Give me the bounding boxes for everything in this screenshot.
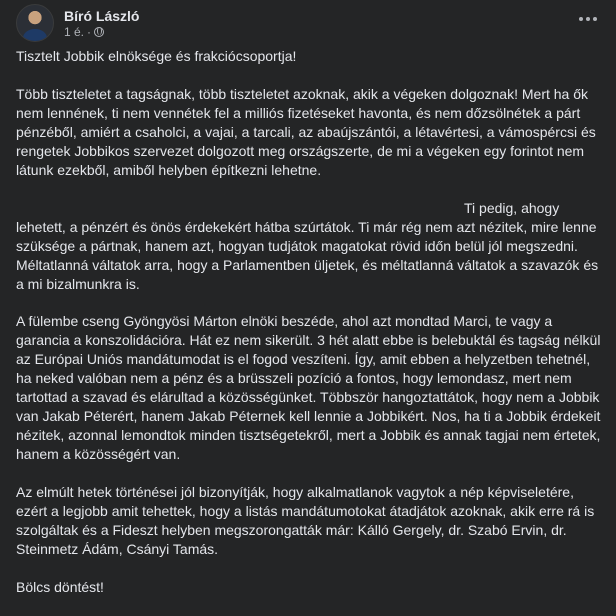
post-paragraph-fragment: Ti pedig, ahogy [464, 200, 560, 216]
post-paragraph: Bölcs döntést! [16, 579, 104, 595]
post-body [16, 47, 606, 616]
post-header [16, 6, 139, 40]
post-meta [64, 7, 139, 40]
post-timestamp [64, 25, 139, 40]
author-name[interactable]: Bíró László [64, 7, 140, 24]
post-paragraph: Több tiszteletet a tagságnak, több tiszteletet azoknak, akik a végeken dolgoznak! Mert ha ők nem lennének, ti nem vennétek fel a milliós fizetéseket havonta, és nem dőzsölnétek a párt pénzéből, amiért a csaholci, a vajai, a tarcali, az abaújszántói, a létavértesi, a vámospércsi és rengetek Jobbikos szervezet dolgozott meg országszerte, de mi a végeken egy forintot nem látunk ezekből, amiből helyben építkezni lehetne. [16, 86, 596, 178]
more-options-icon[interactable] [576, 10, 600, 28]
author-avatar[interactable] [16, 4, 54, 42]
globe-icon [94, 27, 104, 37]
post-paragraph: A fülembe cseng Gyöngyösi Márton elnöki beszéde, ahol azt mondtad Marci, te vagy a garancia a konszolidációra. Hát ez nem sikerült. 3 hét alatt ebbe is belebuktál és tagság nélkül az Európai Uniós mandátumodat is el fogod veszíteni. Így, amit ebben a helyzetben tehetnél, ha neked valóban nem a pénz és a brüsszeli pozíció a fontos, hogy lemondasz, mert nem tartottad a szavad és elárultad a közösségünket. Többször hangoztattátok, hogy nem a Jobbik van Jakab Péterért, hanem Jakab Péternek kell lennie a Jobbikért. Nos, ha ti a Jobbik érdekeit nézitek, azonnal lemondtok minden tisztségetekről, mert a Jobbik és annak tagjai nem értetek, hanem a közösségért van. [16, 313, 601, 462]
post-paragraph: Tisztelt Jobbik elnöksége és frakciócsoportja! [16, 48, 297, 64]
post-time[interactable]: 1 é. [64, 24, 85, 39]
post-paragraph-text: lehetett, a pénzért és önös érdekekért hátba szúrtátok. Ti már rég nem azt nézitek, mire lenne szüksége a pártnak, hanem azt, hogyan tudjátok magatokat rövid időn belül jól megszedni. Méltatlanná váltatok arra, hogy a Parlamentben üljetek, és méltatlanná váltatok a szavazók és a mi bizalmunkra is. [16, 219, 599, 292]
separator-dot: · [87, 24, 92, 39]
post-paragraph [16, 199, 606, 294]
post-paragraph: Az elmúlt hetek történései jól bizonyítják, hogy alkalmatlanok vagytok a nép képviseletére, ezért a legjobb amit tehettek, hogy a listás mandátumotokat átadjátok azoknak, akik erre rá is szolgáltak és a Fideszt helyben megszorongatták már: Kálló Gergely, dr. Szabó Ervin, dr. Steinmetz Ádám, Csányi Tamás. [16, 484, 595, 557]
